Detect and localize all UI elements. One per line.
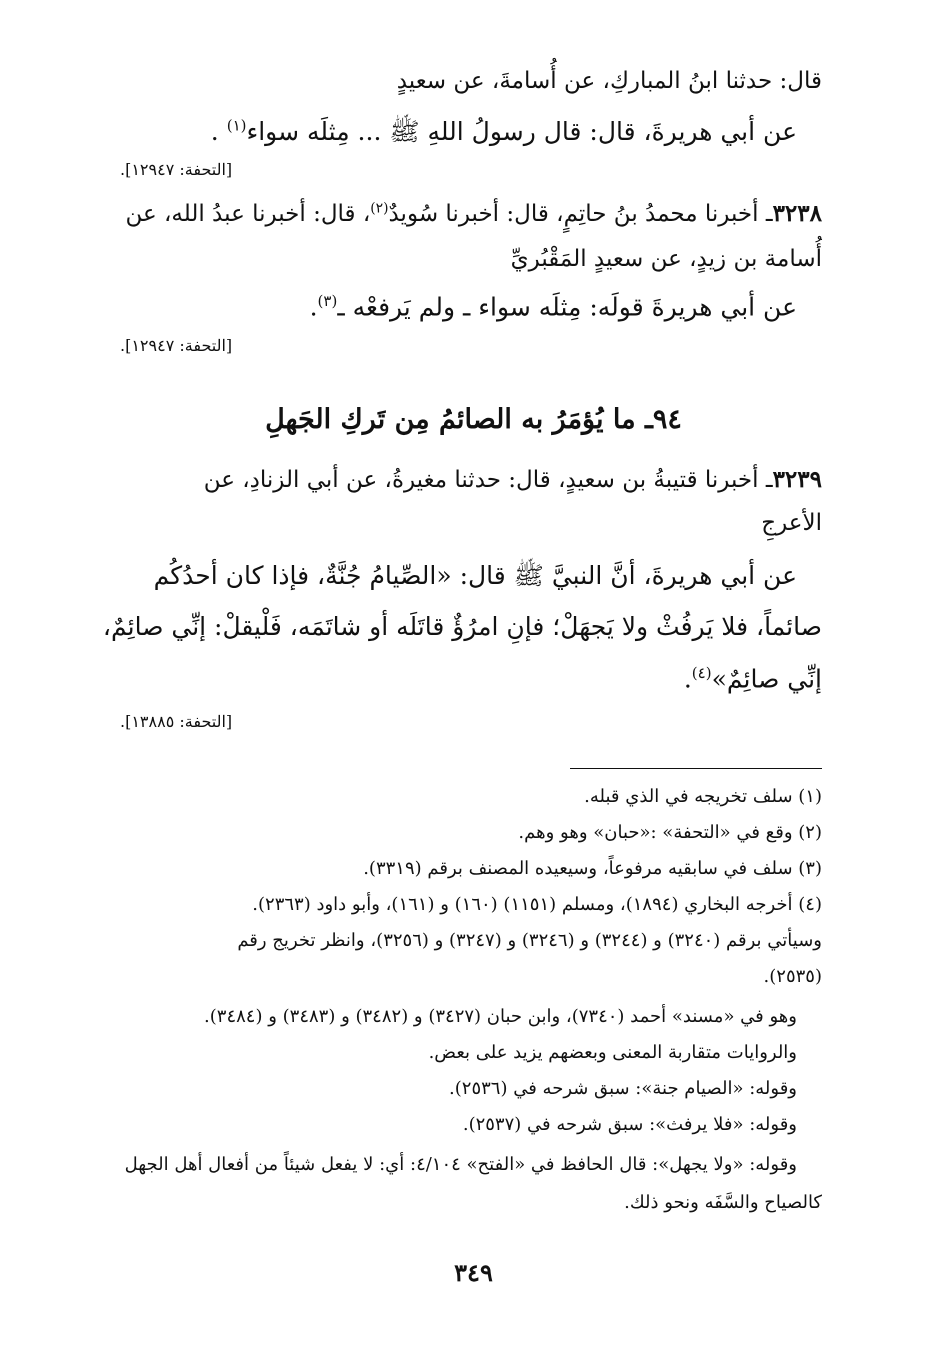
footnote-4-line1: (٤) أخرجه البخاري (١٨٩٤)، ومسلم (١١٥١) (١٦٠) و (١٦١)، وأبو داود (٢٣٦٣).: [252, 894, 822, 915]
footnote-4-line5: والروايات متقاربة المعنى وبعضهم يزيد على بعض.: [428, 1042, 797, 1063]
hadith-3239-line1: [120, 466, 822, 493]
footnote-separator: [570, 768, 822, 769]
hadith-number: ٣٢٣٩: [772, 466, 822, 493]
hadith-3239-line5: [120, 664, 822, 693]
hadith-3238-end: .: [309, 292, 318, 322]
footnote-3: (٣) سلف في سابقيه مرفوعاً، وسيعيده المصنف برقم (٣٣١٩).: [363, 858, 822, 879]
hadith-3237-end: .: [210, 117, 227, 146]
footnote-4-line9: كالصياح والسَّفَه ونحو ذلك.: [624, 1192, 822, 1213]
footnote-4-line7: وقوله: «فلا يرفث»: سبق شرحه في (٢٥٣٧).: [462, 1114, 797, 1135]
footnote-2: (٢) وقع في «التحفة» :«حبان» وهو وهم.: [518, 822, 822, 843]
page-number: ٣٤٩: [454, 1258, 493, 1287]
footnote-4-line8: وقوله: «ولا يجهل»: قال الحافظ في «الفتح» ٤/١٠٤: أي: لا يفعل شيئاً من أفعال أهل الجهل: [124, 1154, 797, 1175]
hadith-3239-line3: عن أبي هريرةَ، أنَّ النبيَّ ﷺ قال: «الصِّيامُ جُنَّةٌ، فإذا كان أحدُكُم: [153, 561, 797, 590]
chapter-title: ٩٤ـ ما يُؤمَرُ به الصائمُ مِن تَركِ الجَهلِ: [265, 404, 682, 435]
hadith-number: ٣٢٣٨: [772, 200, 822, 227]
footnote-ref-1: (١): [226, 116, 247, 135]
footnote-4-line3: (٢٥٣٥).: [763, 966, 822, 987]
footnote-1: (١) سلف تخريجه في الذي قبله.: [584, 786, 822, 807]
tuhfa-ref-3239: [التحفة: ١٣٨٨٥].: [120, 712, 233, 731]
hadith-3239-line2: الأعرجِ: [761, 510, 822, 536]
hadith-3239-end-text: إنِّي صائِمٌ»: [711, 664, 822, 694]
hadith-3237-line2: [120, 116, 797, 153]
hadith-3237-line1: قال: حدثنا ابنُ المباركِ، عن أُسامةَ، عن سعيدٍ: [396, 68, 822, 94]
hadith-3239-end: .: [683, 664, 692, 694]
hadith-3238-line3: [120, 292, 797, 321]
tuhfa-ref-3238: [التحفة: ١٢٩٤٧].: [120, 336, 233, 355]
hadith-3238-text: ـ أخبرنا محمدُ بنُ حاتِمٍ، قال: أخبرنا سُويدٌ: [388, 201, 773, 227]
footnote-4-line2: وسيأتي برقم (٣٢٤٠) و (٣٢٤٤) و (٣٢٤٦) و (٣٢٤٧) و (٣٢٥٦)، وانظر تخريج رقم: [237, 930, 822, 951]
hadith-3239-text: ـ أخبرنا قتيبةُ بن سعيدٍ، قال: حدثنا مغيرةُ، عن أبي الزنادِ، عن: [203, 467, 773, 493]
footnote-4-line4: وهو في «مسند» أحمد (٧٣٤٠)، وابن حبان (٣٤٢٧) و (٣٤٨٢) و (٣٤٨٣) و (٣٤٨٤).: [204, 1006, 797, 1027]
hadith-3238-matn: عن أبي هريرةَ قولَه: مِثلَه سواء ـ ولم يَرفعْه ـ: [337, 292, 797, 322]
hadith-3237-text: عن أبي هريرةَ، قال: قال رسولُ اللهِ ﷺ ... مِثلَه سواء: [246, 117, 797, 146]
footnote-ref-3: (٣): [317, 292, 338, 310]
hadith-3238-line2: أُسامة بن زيدٍ، عن سعيدٍ المَقْبُريِّ: [510, 246, 822, 272]
hadith-3238-text-end: ، قال: أخبرنا عبدُ الله، عن: [125, 201, 371, 227]
tuhfa-ref-3237: [التحفة: ١٢٩٤٧].: [120, 160, 233, 179]
hadith-3238-line1: [120, 200, 822, 227]
footnote-4-line6: وقوله: «الصيام جنة»: سبق شرحه في (٢٥٣٦).: [449, 1078, 797, 1099]
footnote-ref-4: (٤): [691, 664, 712, 682]
footnote-ref-2: (٢): [370, 200, 389, 217]
hadith-3239-line4: صائماً، فلا يَرفُثْ ولا يَجهَلْ؛ فإنِ امرُؤٌ قاتَلَه أو شاتَمَه، فَلْيقلْ: إنِّي صائِمٌ،: [102, 612, 822, 641]
